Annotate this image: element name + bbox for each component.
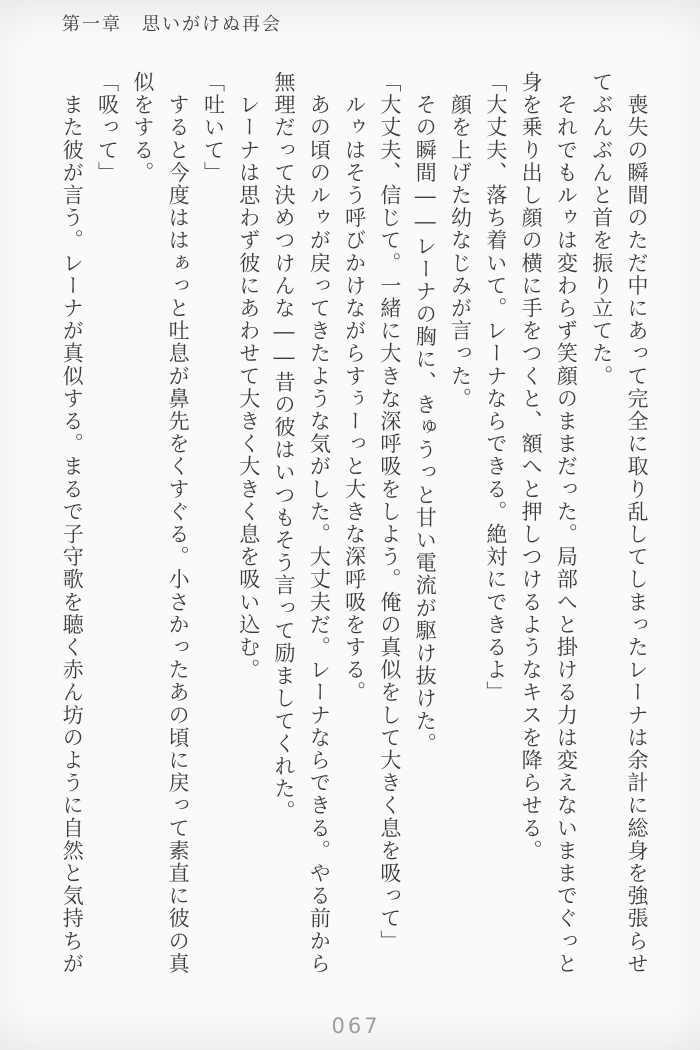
text-line: 「吸って」 — [95, 71, 120, 184]
text-line: すると今度ははぁっと吐息が鼻先をくすぐる。小さかったあの頃に戻って素直に彼の真 — [166, 71, 191, 975]
text-line: レーナは思わず彼にあわせて大きく大きく息を吸い込む。 — [236, 71, 261, 682]
text-line: ルゥはそう呼びかけながらすぅーっと大きな深呼吸をする。 — [342, 71, 367, 704]
body-text — [52, 71, 654, 986]
text-line: また彼が言う。レーナが真似する。まるで子守歌を聴く赤ん坊のように自然と気持ちが — [60, 71, 85, 975]
text-line: 喪失の瞬間のただ中にあって完全に取り乱してしまったレーナは余計に総身を強張らせ — [625, 71, 649, 975]
page-number: 067 — [331, 1014, 381, 1038]
text-line: てぶんぶんと首を振り立てた。 — [589, 71, 614, 388]
text-line: 「吐いて」 — [201, 71, 226, 184]
chapter-header: 第一章 思いがけぬ再会 — [62, 14, 282, 35]
text-line: それでもルゥは変わらず笑顔のままだった。局部へと掛ける力は変えないままでぐっと — [554, 71, 579, 975]
text-line: その瞬間――レーナの胸に、きゅうっと甘い電流が駆け抜けた。 — [413, 71, 438, 755]
text-line: 身を乗り出し顔の横に手をつくと、額へと押しつけるようなキスを降らせる。 — [519, 71, 544, 862]
text-line: 無理だって決めつけんな――昔の彼はいつもそう言って励ましてくれた。 — [272, 71, 297, 823]
text-line: 似をする。 — [130, 71, 155, 184]
text-line: 「大丈夫、信じて。一緒に大きな深呼吸をしよう。俺の真似をして大きく息を吸って」 — [377, 71, 402, 953]
text-line: 顔を上げた幼なじみが言った。 — [448, 71, 473, 410]
text-line: あの頃のルゥが戻ってきたような気がした。大丈夫だ。レーナならできる。やる前から — [307, 71, 332, 975]
text-line: 「大丈夫、落ち着いて。レーナならできる。絶対にできるよ」 — [483, 71, 508, 704]
